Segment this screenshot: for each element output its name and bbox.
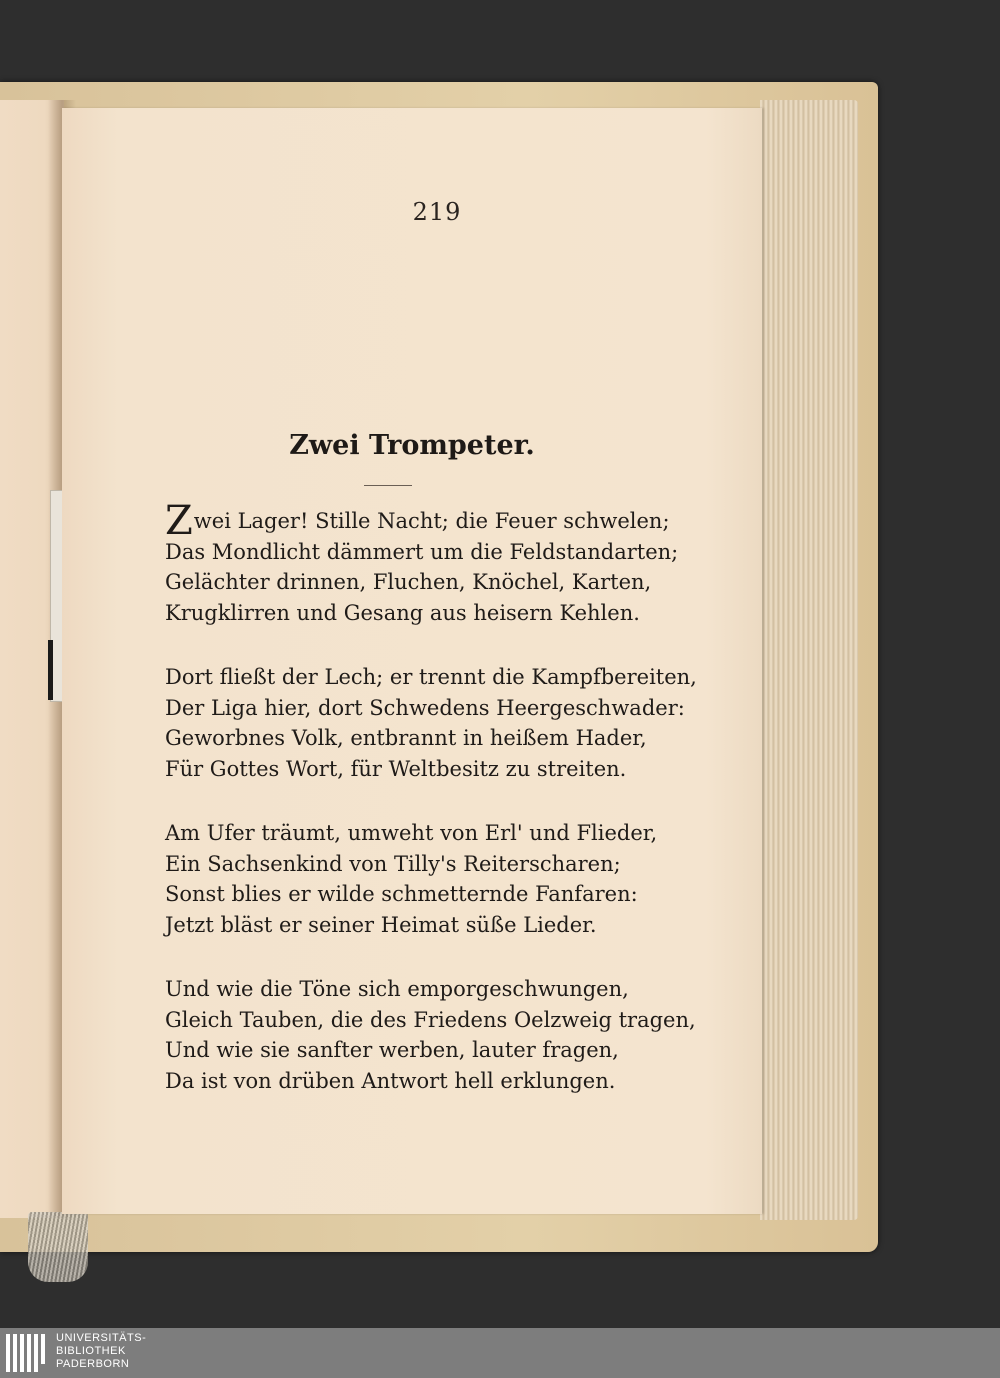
library-name	[56, 1332, 146, 1371]
stanza	[165, 818, 685, 940]
right-page	[62, 108, 762, 1214]
poem-line: Gelächter drinnen, Fluchen, Knöchel, Karten,	[165, 570, 652, 594]
poem-line: Für Gottes Wort, für Weltbesitz zu streiten.	[165, 756, 627, 781]
poem-line: Der Liga hier, dort Schwedens Heergeschwader:	[165, 695, 685, 720]
poem-line: Ein Sachsenkind von Tilly's Reiterscharen;	[165, 851, 621, 876]
poem-line: Geworbnes Volk, entbrannt in heißem Hader,	[165, 726, 647, 750]
stanza	[165, 498, 685, 628]
poem-line: Sonst blies er wilde schmetternde Fanfaren:	[165, 882, 638, 906]
poem-body	[165, 498, 697, 1130]
drop-cap: Z	[165, 498, 193, 544]
poem-line: Und wie sie sanfter werben, lauter fragen,	[165, 1038, 619, 1062]
title-rule	[364, 485, 412, 486]
poem-line: Und wie die Töne sich emporgeschwungen,	[165, 977, 629, 1001]
library-name-line: UNIVERSITÄTS-	[56, 1332, 147, 1344]
binding-gap	[48, 640, 53, 700]
poem-line: Gleich Tauben, die des Friedens Oelzweig tragen,	[165, 1007, 696, 1032]
poem-line: Am Ufer träumt, umweht von Erl' und Flieder,	[165, 821, 658, 845]
poem-line: Jetzt bläst er seiner Heimat süße Lieder.	[165, 912, 597, 937]
library-name-line: BIBLIOTHEK	[56, 1345, 126, 1357]
page-block-edge	[760, 100, 858, 1220]
library-logo-icon	[6, 1334, 46, 1372]
library-footer	[0, 1328, 1000, 1378]
bookmark-tassel	[28, 1212, 88, 1282]
stanza	[165, 974, 696, 1096]
poem-line: Da ist von drüben Antwort hell erklungen.	[165, 1068, 616, 1093]
library-name-line: PADERBORN	[56, 1358, 130, 1370]
poem-line: Das Mondlicht dämmert um die Feldstandarten;	[165, 539, 679, 564]
poem-line: Dort fließt der Lech; er trennt die Kampfbereiten,	[165, 665, 697, 689]
stanza	[165, 662, 697, 784]
poem-line: Krugklirren und Gesang aus heisern Kehlen.	[165, 600, 640, 625]
page-number: 219	[412, 198, 462, 226]
poem-title: Zwei Trompeter.	[289, 430, 535, 461]
poem-line	[165, 498, 685, 544]
poem-line-text: wei Lager! Stille Nacht; die Feuer schwelen;	[193, 509, 670, 533]
